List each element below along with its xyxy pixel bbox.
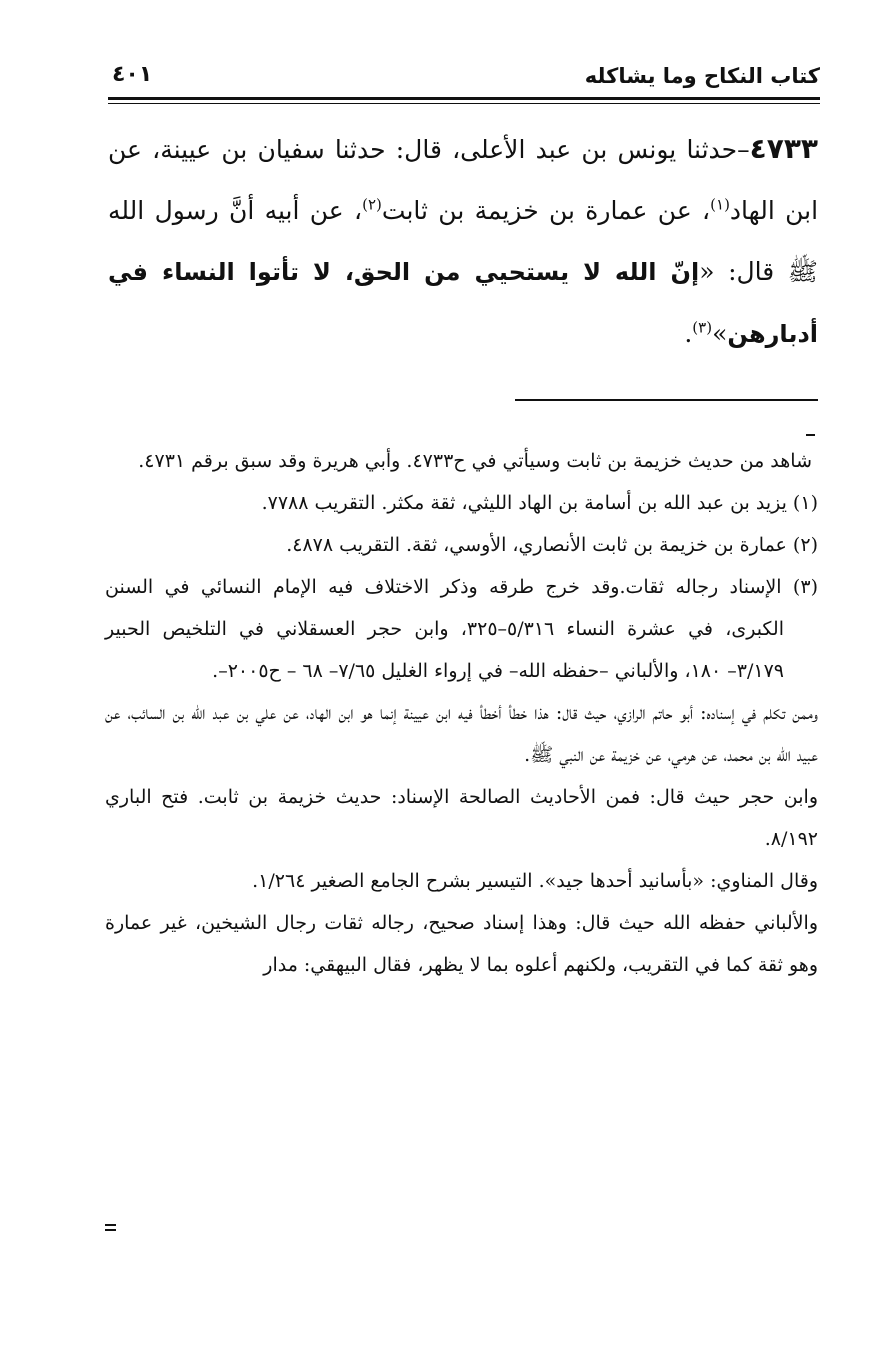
footnote-ref-3: (٣) xyxy=(692,318,713,337)
hadith-end: . xyxy=(684,319,693,348)
footnote-ref-1: (١) xyxy=(710,195,730,214)
footnote-1: (١) يزيد بن عبد الله بن أسامة بن الهاد الليثي، ثقة مكثر. التقريب ٧٧٨٨. xyxy=(261,492,818,514)
footnote-3: (٣) الإسناد رجاله ثقات.وقد خرج طرقه وذكر الاختلاف فيه الإمام النسائي في السنن الكبرى، في عشرة النساء ٥/٣١٦–٣٢٥، وابن حجر العسقلاني في التلخيص الحبير ٣/١٧٩– ١٨٠، والألباني –حفظه الله– في إرواء الغليل ٧/٦٥– ٦٨ – ح٢٠٠٥–. xyxy=(105,576,818,682)
page-number: ٤٠١ xyxy=(112,62,153,87)
footnote-2: (٢) عمارة بن خزيمة بن ثابت الأنصاري، الأوسي، ثقة. التقريب ٤٨٧٨. xyxy=(286,534,818,556)
continuation-mark xyxy=(806,434,815,436)
footnote-ref-2: (٢) xyxy=(362,195,382,214)
footnote-separator xyxy=(515,399,818,401)
continuation-mark-bottom-1 xyxy=(105,1224,116,1226)
running-header xyxy=(108,58,820,98)
hadith-isnad-2: ، عن عمارة بن خزيمة بن ثابت xyxy=(381,196,711,225)
note-paragraph-1: وممن تكلم في إسناده: أبو حاتم الرازي، حيث قال: هذا خطأ أخطأ فيه ابن عيينة إنما هو ابن الهاد، عن علي بن عبد الله بن السائب، عن عبيد الله بن محمد، عن هرمي، عن خزيمة عن النبي ﷺ. xyxy=(105,702,818,766)
hadith-isnad-1: –حدثنا يونس بن عبد الأعلى، قال: حدثنا سفيان بن عيينة، عن ابن الهاد xyxy=(108,135,819,225)
continuation-mark-bottom-2 xyxy=(105,1229,116,1231)
footnotes xyxy=(105,440,818,986)
note-paragraph-2: وابن حجر حيث قال: فمن الأحاديث الصالحة الإسناد: حديث خزيمة بن ثابت. فتح الباري ٨/١٩٢. xyxy=(105,786,818,850)
hadith-isnad-3: ، عن أبيه أنَّ رسول الله ﷺ قال: « xyxy=(108,196,819,286)
hadith-number: ٤٧٣٣ xyxy=(749,132,818,165)
note-paragraph-4: والألباني حفظه الله حيث قال: وهذا إسناد صحيح، رجاله ثقات رجال الشيخين، غير عمارة وهو ثقة كما في التقريب، ولكنهم أعلوه بما لا يظهر، فقال البيهقي: مدار xyxy=(105,912,818,976)
note-paragraph-3: وقال المناوي: «بأسانيد أحدها جيد». التيسير بشرح الجامع الصغير ١/٢٦٤. xyxy=(252,870,818,892)
book-chapter-title: كتاب النكاح وما يشاكله xyxy=(584,64,820,88)
quote-close: » xyxy=(712,319,728,348)
hadith-matn: إنّ الله لا يستحيي من الحق، لا تأتوا النساء في أدبارهن xyxy=(108,258,818,348)
hadith-text xyxy=(108,118,818,365)
header-rule-thin xyxy=(108,103,820,104)
header-rule-thick xyxy=(108,97,820,100)
continued-note: شاهد من حديث خزيمة بن ثابت وسيأتي في ح٤٧٣٣. وأبي هريرة وقد سبق برقم ٤٧٣١. xyxy=(138,450,812,472)
